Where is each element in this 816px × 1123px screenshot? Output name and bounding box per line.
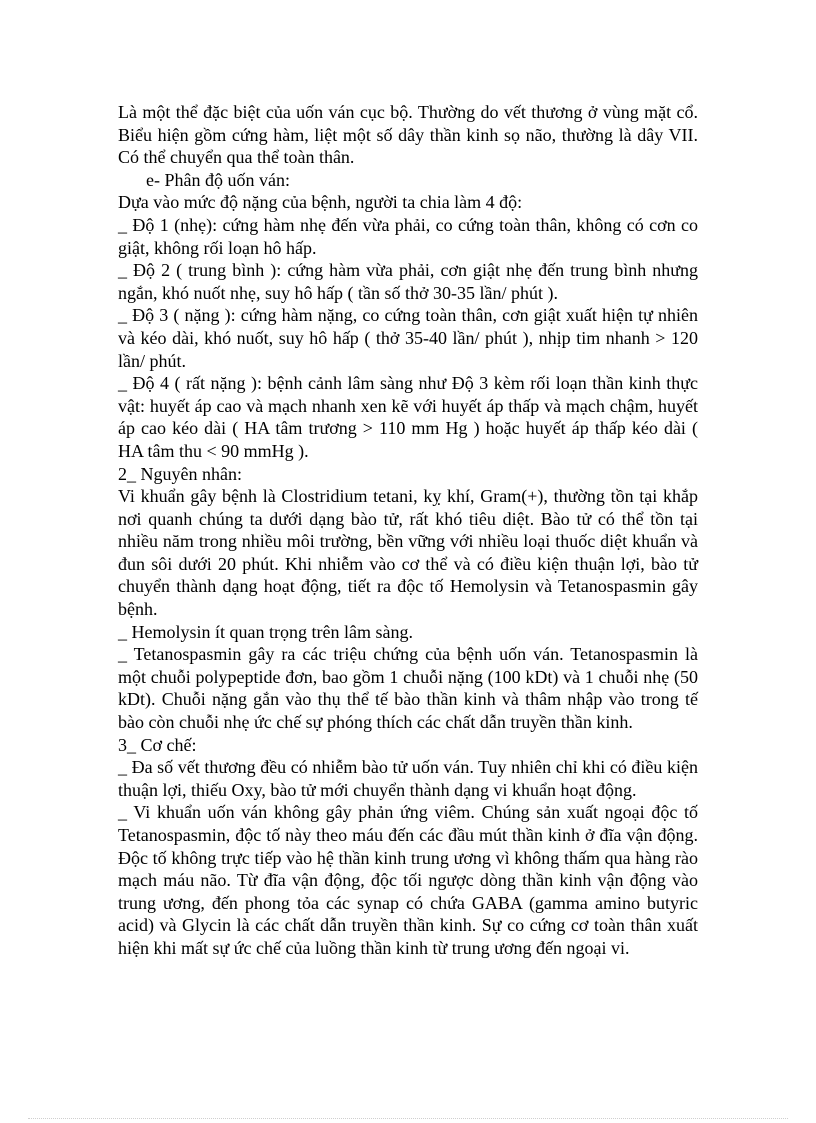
list-item-grade-3: _ Độ 3 ( nặng ): cứng hàm nặng, co cứng toàn thân, cơn giật xuất hiện tự nhiên và kéo dài, khó nuốt, suy hô hấp ( thở 35-40 lần/ phút ), nhịp tim nhanh > 120 lần/ phút. — [118, 305, 698, 371]
list-item-mechanism-spores: _ Đa số vết thương đều có nhiễm bào tử uốn ván. Tuy nhiên chỉ khi có điều kiện thuận lợi, thiếu Oxy, bào tử mới chuyển thành dạng vi khuẩn hoạt động. — [118, 757, 698, 800]
paragraph-causes: Vi khuẩn gây bệnh là Clostridium tetani, kỵ khí, Gram(+), thường tồn tại khắp nơi quanh chúng ta dưới dạng bào tử, rất khó tiêu diệt. Bào tử có thể tồn tại nhiều năm trong nhiều môi trường, bền vững với nhiều loại thuốc diệt khuẩn và đun sôi dưới 20 phút. Khi nhiễm vào cơ thể và có điều kiện thuận lợi, bào tử chuyển thành dạng hoạt động, tiết ra độc tố Hemolysin và Tetanospasmin gây bệnh. — [118, 486, 698, 620]
list-item-grade-1: _ Độ 1 (nhẹ): cứng hàm nhẹ đến vừa phải, co cứng toàn thân, không có cơn co giật, không rối loạn hô hấp. — [118, 214, 698, 258]
document-body — [118, 101, 698, 960]
list-item-tetanospasmin: _ Tetanospasmin gây ra các triệu chứng của bệnh uốn ván. Tetanospasmin là một chuỗi polypeptide đơn, bao gồm 1 chuỗi nặng (100 kDt) và 1 chuỗi nhẹ (50 kDt). Chuỗi nặng gắn vào thụ thể tế bào thần kinh và thâm nhập vào trong tế bào còn chuỗi nhẹ ức chế sự phóng thích các chất dẫn truyền thần kinh. — [118, 644, 698, 733]
paragraph-localized-tetanus: Là một thể đặc biệt của uốn ván cục bộ. Thường do vết thương ở vùng mặt cổ. Biểu hiện gồm cứng hàm, liệt một số dây thần kinh sọ não, thường là dây VII. Có thể chuyển qua thể toàn thân. — [118, 102, 698, 168]
list-item-grade-4: _ Độ 4 ( rất nặng ): bệnh cảnh lâm sàng như Độ 3 kèm rối loạn thần kinh thực vật: huyết áp cao và mạch nhanh xen kẽ với huyết áp thấp và mạch chậm, huyết áp cao kéo dài ( HA tâm trương > 110 mm Hg ) hoặc huyết áp thấp kéo dài ( HA tâm thu < 90 mmHg ). — [118, 373, 698, 461]
list-item-grade-2: _ Độ 2 ( trung bình ): cứng hàm vừa phải, cơn giật nhẹ đến trung bình nhưng ngắn, khó nuốt nhẹ, suy hô hấp ( tần số thở 30-35 lần/ phút ). — [118, 260, 698, 303]
page-bottom-border — [28, 1118, 788, 1119]
list-item-mechanism-toxin: _ Vi khuẩn uốn ván không gây phản ứng viêm. Chúng sản xuất ngoại độc tố Tetanospasmin, độc tố này theo máu đến các đầu mút thần kinh ở đĩa vận động. Độc tố không trực tiếp vào hệ thần kinh trung ương vì không thấm qua hàng rào mạch máu não. Từ đĩa vận động, độc tối ngược dòng thần kinh vận động vào trung ương, đến phong tỏa các synap có chứa GABA (gamma amino butyric acid) và Glycin là các chất dẫn truyền thần kinh. Sự co cứng cơ toàn thân xuất hiện khi mất sự ức chế của luồng thần kinh từ trung ương đến ngoại vi. — [118, 802, 698, 958]
heading-severity-grading: e- Phân độ uốn ván: — [146, 169, 290, 190]
paragraph-severity-intro: Dựa vào mức độ nặng của bệnh, người ta chia làm 4 độ: — [118, 192, 523, 213]
heading-mechanism: 3_ Cơ chế: — [118, 734, 197, 755]
list-item-hemolysin: _ Hemolysin ít quan trọng trên lâm sàng. — [118, 621, 413, 642]
heading-causes: 2_ Nguyên nhân: — [118, 463, 242, 484]
